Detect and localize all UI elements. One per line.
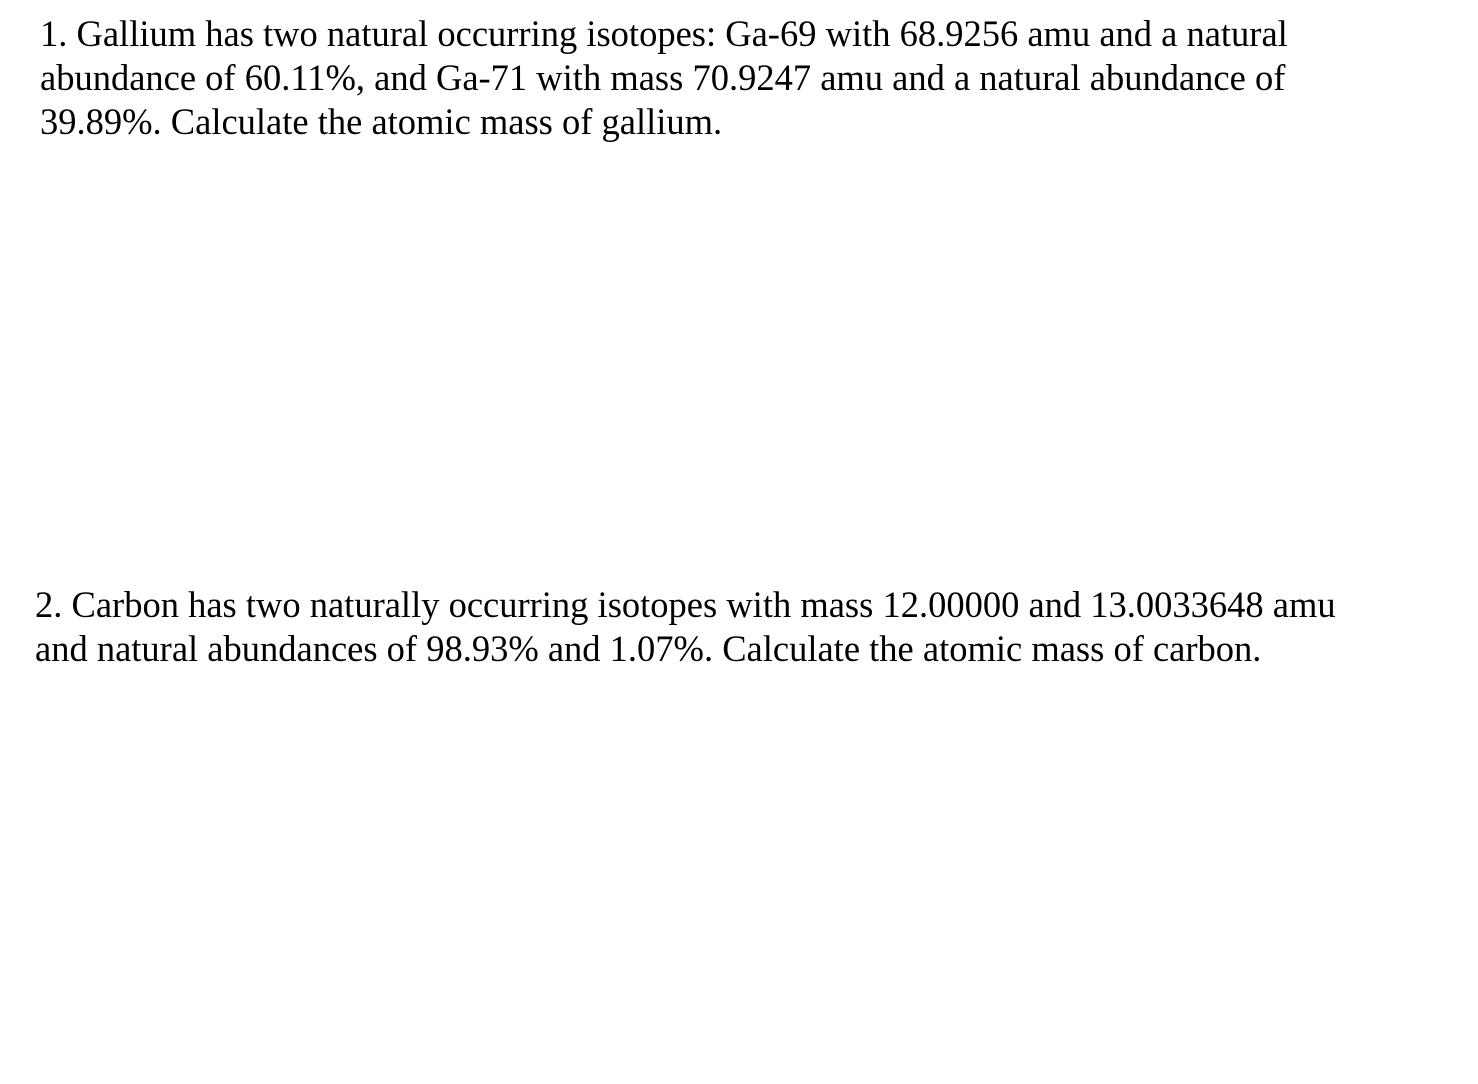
question-1-line-1: 1. Gallium has two natural occurring isotopes: Ga-69 with 68.9256 amu and a natural	[40, 13, 1288, 54]
question-2-line-2: and natural abundances of 98.93% and 1.07%. Calculate the atomic mass of carbon.	[35, 628, 1262, 669]
question-1	[40, 12, 1288, 144]
question-2-line-1: 2. Carbon has two naturally occurring isotopes with mass 12.00000 and 13.0033648 amu	[35, 584, 1336, 625]
question-1-line-2: abundance of 60.11%, and Ga-71 with mass 70.9247 amu and a natural abundance of	[40, 57, 1286, 98]
question-1-line-3: 39.89%. Calculate the atomic mass of gallium.	[40, 101, 723, 142]
question-2	[35, 583, 1336, 671]
